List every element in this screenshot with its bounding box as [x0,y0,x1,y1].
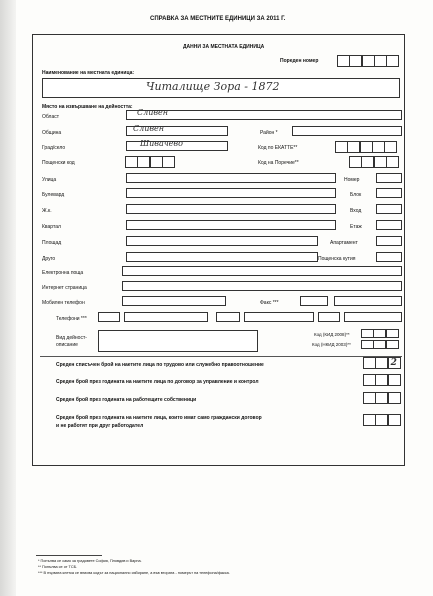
town-label: Град/село [42,145,66,151]
management-cells[interactable] [364,374,401,386]
obshtina-label: Община [42,130,62,136]
phone3-code-input[interactable] [318,312,340,322]
phone3-number-input[interactable] [344,312,402,322]
zhk-input[interactable] [126,204,336,214]
pobox-label: Пощенска кутия [318,256,356,262]
mobile-label: Мобилен телефон [42,300,85,306]
seq-number-label: Пореден номер [280,58,319,64]
apartment-label: Апартамент [330,240,358,246]
street-label: Улица [42,177,57,183]
kid2008-label: Код (КИД 2008)** [314,332,350,337]
phone2-code-input[interactable] [216,312,240,322]
oblast-label: Област [42,114,60,120]
scan-edge-shadow [0,0,16,596]
pobox-input[interactable] [376,252,402,262]
email-input[interactable] [122,266,402,276]
town-value: Шивачево [140,139,183,148]
square-input[interactable] [126,236,318,246]
divider [40,356,402,357]
porechie-cells[interactable] [350,156,399,168]
oblast-value: Сливен [137,108,169,117]
seq-number-cells[interactable] [338,55,399,67]
management-label: Среден брой през годината на наетите лица по договор за управление и контрол [56,379,259,385]
fax-code-input[interactable] [300,296,328,306]
apartment-input[interactable] [376,236,402,246]
quarter-input[interactable] [126,220,336,230]
square-label: Площад [42,240,62,246]
ekatte-label: Код по ЕКАТТЕ** [258,145,298,151]
boulevard-label: Булевард [42,192,65,198]
rayon-input[interactable] [292,126,402,136]
footnote-2: ** Попълва се от ТСБ. [38,565,78,569]
obshtina-value: Сливен [133,124,165,133]
floor-input[interactable] [376,220,402,230]
postcode-label: Пощенски код [42,160,75,166]
street-input[interactable] [126,173,336,183]
fax-number-input[interactable] [334,296,402,306]
name-label: Наименование на местната единица: [42,70,135,76]
mobile-input[interactable] [122,296,226,306]
floor-label: Етаж [350,224,362,230]
number-input[interactable] [376,173,402,183]
civil-label-2: и не работят при друг работодател [56,423,144,429]
activity-label-2: описание [56,342,78,348]
kid2003-cells[interactable] [362,340,399,349]
civil-cells[interactable] [364,414,401,426]
entrance-label: Вход [350,208,362,214]
employees-label: Среден списъчен брой на наетите лица по трудово или служебно правоотношение [56,362,264,368]
kid2003-label: Код (НКИД 2003)** [312,342,351,347]
footnote-rule [36,555,102,556]
web-label: Интернет страница [42,285,87,291]
page-title: СПРАВКА ЗА МЕСТНИТЕ ЕДИНИЦИ ЗА 2011 Г. [150,16,286,22]
entrance-input[interactable] [376,204,402,214]
footnote-3: *** В първата клетка се вписва кодът за национално избиране, а във втората - номерът на телефона/факса. [38,571,230,575]
other-label: Друго [42,256,56,262]
web-input[interactable] [122,281,402,291]
other-input[interactable] [126,252,318,262]
phone1-code-input[interactable] [98,312,120,322]
block-input[interactable] [376,188,402,198]
fax-label: Факс *** [260,300,279,306]
section-title: ДАННИ ЗА МЕСТНАТА ЕДИНИЦА [183,44,265,50]
civil-label-1: Среден брой през годината на наетите лица, които имат само граждански договор [56,415,262,421]
ekatte-cells[interactable] [336,141,397,153]
owners-label: Среден брой през годината на работещите собственици [56,397,197,403]
employees-value: 2 [390,358,397,368]
activity-input[interactable] [98,330,258,352]
activity-label-1: Вид дейност- [56,335,87,341]
phones-label: Телефони *** [56,316,87,322]
boulevard-input[interactable] [126,188,336,198]
kid2008-cells[interactable] [362,329,399,338]
phone1-number-input[interactable] [124,312,208,322]
number-label: Номер [344,177,360,183]
owners-cells[interactable] [364,392,401,404]
porechie-label: Код на Поречие** [258,160,299,166]
location-label: Място на извършване на дейността: [42,104,133,110]
postcode-cells[interactable] [126,156,175,168]
employees-cells[interactable] [364,357,401,369]
email-label: Електронна поща [42,270,84,276]
zhk-label: Ж.к. [42,208,52,214]
quarter-label: Квартал [42,224,61,230]
rayon-label: Район * [260,130,278,136]
footnote-1: * Попълва се само за градовете София, Пловдив и Варна. [38,559,142,563]
phone2-number-input[interactable] [244,312,314,322]
block-label: Блок [350,192,362,198]
name-value: Читалище Зора - 1872 [146,80,280,93]
